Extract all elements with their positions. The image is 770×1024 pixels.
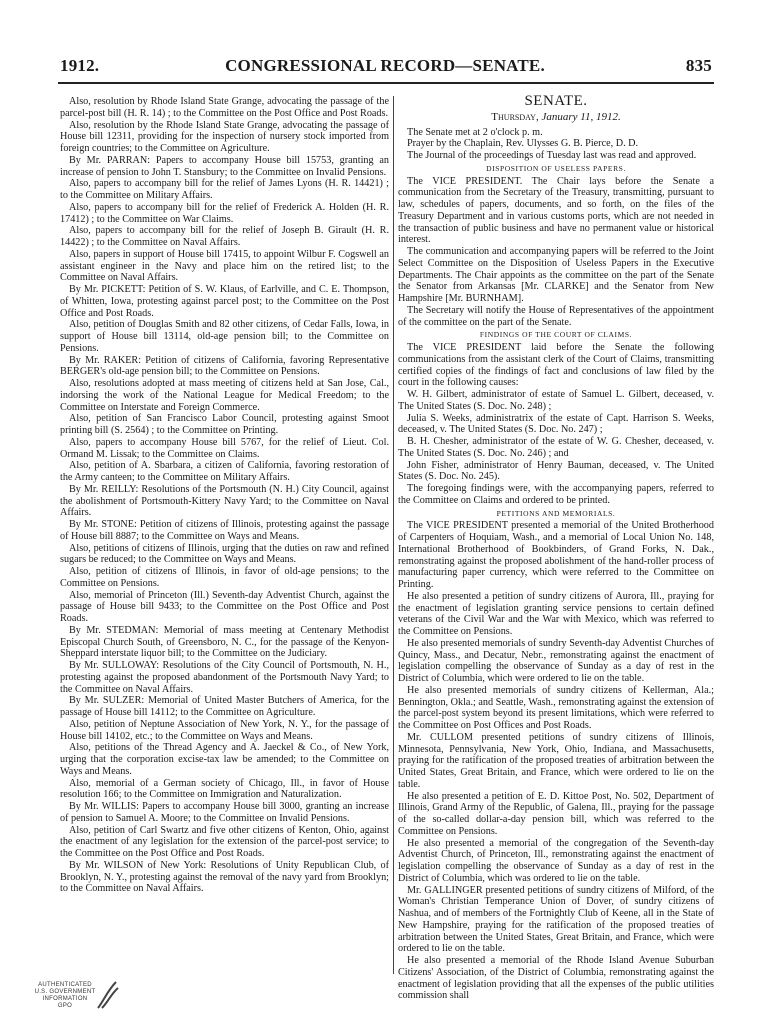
gpo-line: U.S. GOVERNMENT <box>34 989 96 995</box>
record-paragraph: The communication and accompanying papers will be referred to the Joint Select Committee on the Disposition of Useless Papers in the Executive Departments. The Chair appoints as the committee on the part of the Senate the Senator from Arkansas [Mr. CLARKE] and the Senator from New Hampshire [Mr. BURNHAM]. <box>398 246 714 304</box>
section-heading-petitions: PETITIONS AND MEMORIALS. <box>496 508 616 518</box>
section-heading-court-of-claims: FINDINGS OF THE COURT OF CLAIMS. <box>479 330 633 340</box>
record-paragraph: He also presented a memorial of the Rhode Island Avenue Suburban Citizens' Association, of the District of Columbia, remonstrating against the enactment of legislation providing that all the expenses of the public utilities commission shall <box>398 955 714 1002</box>
record-paragraph: Also, resolutions adopted at mass meeting of citizens held at San Jose, Cal., indorsing the work of the National League for Medical Freedom; to the Committee on Interstate and Foreign Commerce. <box>60 378 389 413</box>
opening-paragraph: The Journal of the proceedings of Tuesday last was read and approved. <box>407 150 697 161</box>
record-paragraph: The foregoing findings were, with the accompanying papers, referred to the Committee on Claims and ordered to be printed. <box>398 483 714 506</box>
record-paragraph: Also, petition of San Francisco Labor Council, protesting against Smoot printing bill (S. 2564) ; to the Committee on Printing. <box>60 413 389 436</box>
record-paragraph: Julia S. Weeks, administratrix of the estate of Capt. Harrison S. Weeks, deceased, v. The United States (S. Doc. No. 247) ; <box>398 412 714 436</box>
record-paragraph: By Mr. SULLOWAY: Resolutions of the City Council of Portsmouth, N. H., protesting against the proposed abandonment of the Portsmouth Navy Yard; to the Committee on Naval Affairs. <box>60 660 389 695</box>
record-paragraph: He also presented a memorial of the congregation of the Seventh-day Adventist Church, of Princeton, Ill., remonstrating against the enactment of legislation compelling the observance of Sunday as a day of rest in the District of Columbia, which was ordered to lie on the table. <box>398 837 714 884</box>
gpo-line: GPO <box>57 1003 73 1009</box>
right-column <box>398 93 714 1002</box>
record-paragraph: He also presented memorials of sundry Seventh-day Adventist Churches of Quincy, Mass., and Decatur, Nebr., remonstrating against the enactment of legislation compelling the observance of Sunday as a day of rest in the District of Columbia, which were ordered to lie on the table. <box>398 637 714 684</box>
record-paragraph: Mr. GALLINGER presented petitions of sundry citizens of Milford, of the Woman's Christian Temperance Union of Dover, of sundry citizens of Nashua, and of members of the Fortnightly Club of Keene, all in the State of New Hampshire, praying for the ratification of the proposed treaties of arbitration between the United States, Great Britain, and France, which were ordered to lie on the table. <box>398 884 714 955</box>
header-title: CONGRESSIONAL RECORD—SENATE. <box>225 56 545 75</box>
record-paragraph: Also, papers to accompany bill for the relief of Frederick A. Holden (H. R. 17412) ; to the Committee on War Claims. <box>60 201 389 225</box>
record-paragraph: The VICE PRESIDENT presented a memorial of the United Brotherhood of Carpenters of Hoquiam, Wash., and a memorial of Local Union No. 148, International Brotherhood of Bookbinders, of Grand Forks, N. Dak., remonstrating against the proposed abolishment of the hand-roller process of manufacturing paper currency, which were referred to the Committee on Printing. <box>398 520 714 590</box>
record-paragraph: By Mr. SULZER: Memorial of United Master Butchers of America, for the passage of House bill 14112; to the Committee on Agriculture. <box>60 695 389 718</box>
record-paragraph: By Mr. WILLIS: Papers to accompany House bill 3000, granting an increase of pension to Samuel A. Moore; to the Committee on Invalid Pensions. <box>60 801 389 824</box>
record-paragraph: By Mr. STONE: Petition of citizens of Illinois, protesting against the passage of House bill 8887; to the Committee on Ways and Means. <box>60 519 389 542</box>
record-paragraph: Also, petitions of citizens of Illinois, urging that the duties on raw and refined sugars be reduced; to the Committee on Ways and Means. <box>60 542 389 566</box>
eagle-emblem-icon <box>94 978 120 1014</box>
petitions-block <box>398 520 714 1002</box>
record-paragraph: The Secretary will notify the House of Representatives of the appointment of the committee on the part of the Senate. <box>398 304 714 328</box>
gpo-line: AUTHENTICATED <box>38 982 92 988</box>
session-weekday: Thursday <box>491 110 536 123</box>
record-paragraph: He also presented memorials of sundry citizens of Kellerman, Ala.; Bennington, Okla.; and Seattle, Wash., remonstrating against the extension of the parcel-post system beyond its present limitations, which were referred to the Committee on Post Offices and Post Roads. <box>398 684 714 731</box>
section-heading-useless-papers: DISPOSITION OF USELESS PAPERS. <box>486 163 626 173</box>
gpo-seal-text <box>30 982 100 1010</box>
header-year: 1912. <box>60 56 100 75</box>
record-paragraph: Also, papers to accompany bill for the relief of James Lyons (H. R. 14421) ; to the Committee on Military Affairs. <box>60 178 389 201</box>
opening-block <box>398 127 714 162</box>
record-paragraph: Also, papers to accompany House bill 5767, for the relief of Lieut. Col. Ormand M. Lissak; to the Committee on Claims. <box>60 436 389 460</box>
court-of-claims-block <box>398 342 714 507</box>
opening-paragraph: The Senate met at 2 o'clock p. m. <box>407 126 543 138</box>
record-paragraph: By Mr. STEDMAN: Memorial of mass meeting at Centenary Methodist Episcopal Church South, of Greensboro, N. C., for the passage of the Kenyon-Sheppard interstate liquor bill; to the Committee on the Judiciary. <box>60 624 389 660</box>
record-paragraph: W. H. Gilbert, administrator of estate of Samuel L. Gilbert, deceased, v. The United States (S. Doc. No. 248) ; <box>398 389 714 412</box>
record-paragraph: Also, memorial of a German society of Chicago, Ill., in favor of House resolution 166; to the Committee on Immigration and Naturalization. <box>60 777 389 801</box>
record-paragraph: The VICE PRESIDENT. The Chair lays before the Senate a communication from the Secretary of the Treasury, transmitting, pursuant to law, schedules of papers, documents, and so forth, on the files of the Treasury Department and in various customs ports, which are not needed in the transaction of public business and have no permanent value or historical interest. <box>398 175 714 246</box>
record-paragraph: He also presented a petition of sundry citizens of Aurora, Ill., praying for the enactment of legislation granting service pensions to certain defined veterans of the Civil War and the War with Mexico, which was referred to the Committee on Pensions. <box>398 590 714 637</box>
record-paragraph: By Mr. RAKER: Petition of citizens of California, favoring Representative BERGER's old-age pension bill; to the Committee on Pensions. <box>60 354 389 378</box>
record-paragraph: Also, papers to accompany bill for the relief of Joseph B. Girault (H. R. 14422) ; to the Committee on Naval Affairs. <box>60 225 389 248</box>
record-paragraph: Also, petition of Douglas Smith and 82 other citizens, of Cedar Falls, Iowa, in support of House bill 13114, old-age pension bill; to the Committee on Pensions. <box>60 319 389 354</box>
record-paragraph: By Mr. REILLY: Resolutions of the Portsmouth (N. H.) City Council, against the abolishment of Portsmouth-Kittery Navy Yard; to the Committee on Naval Affairs. <box>60 483 389 519</box>
useless-papers-block <box>398 176 714 329</box>
record-paragraph: B. H. Chesher, administrator of the estate of W. G. Chesher, deceased, v. The United States (S. Doc. No. 246) ; and <box>398 436 714 459</box>
record-paragraph: By Mr. PICKETT: Petition of S. W. Klaus, of Earlville, and C. E. Thompson, of Whitten, Iowa, protesting against parcel post; to the Committee on the Post Office and Post Roads. <box>60 284 389 319</box>
record-paragraph: Also, resolution by the Rhode Island State Grange, advocating the passage of House bill 12311, providing for the inspection of nursery stock imported from foreign countries; to the Committee on Agriculture. <box>60 119 389 154</box>
record-paragraph: John Fisher, administrator of Henry Bauman, deceased, v. The United States (S. Doc. No. 245). <box>398 459 714 483</box>
header-page-number: 835 <box>685 56 712 75</box>
record-paragraph: Also, petition of A. Sbarbara, a citizen of California, favoring restoration of the Army canteen; to the Committee on Military Affairs. <box>60 460 389 483</box>
record-paragraph: By Mr. WILSON of New York: Resolutions of Unity Republican Club, of Brooklyn, N. Y., protesting against the removal of the navy yard from Brooklyn; to the Committee on Naval Affairs. <box>60 859 389 895</box>
record-paragraph: He also presented a petition of E. D. Kittoe Post, No. 502, Department of Illinois, Grand Army of the Republic, of Galena, Ill., praying for the passage of the so-called dollar-a-day pension bill, which was referred to the Committee on Pensions. <box>398 790 714 837</box>
record-paragraph: Mr. CULLOM presented petitions of sundry citizens of Illinois, Minnesota, Pennsylvania, New York, Ohio, Indiana, and Massachusetts, praying for the ratification of the proposed treaties of arbitration between the United States, Great Britain, and France, which were ordered to lie on the table. <box>398 731 714 790</box>
opening-paragraph: Prayer by the Chaplain, Rev. Ulysses G. B. Pierce, D. D. <box>407 138 639 150</box>
record-paragraph: Also, resolution by Rhode Island State Grange, advocating the passage of the parcel-post bill (H. R. 14) ; to the Committee on the Post Office and Post Roads. <box>60 96 389 119</box>
record-paragraph: Also, memorial of Princeton (Ill.) Seventh-day Adventist Church, against the passage of House bill 9433; to the Committee on the Post Office and Post Roads. <box>60 589 389 624</box>
record-paragraph: Also, petition of citizens of Illinois, in favor of old-age pensions; to the Committee on Pensions. <box>60 566 389 589</box>
header-rule <box>58 82 714 84</box>
record-paragraph: The VICE PRESIDENT laid before the Senate the following communications from the assistant clerk of the Court of Claims, transmitting certified copies of the findings of fact and conclusions of law filed by the court in the following causes: <box>398 342 714 389</box>
senate-heading: SENATE. <box>524 93 588 109</box>
record-paragraph: Also, papers in support of House bill 17415, to appoint Wilbur F. Cogswell an assistant engineer in the Navy and place him on the retired list; to the Committee on Naval Affairs. <box>60 248 389 284</box>
left-column <box>60 96 389 895</box>
session-date-text: January 11, 1912. <box>541 110 621 123</box>
column-divider <box>393 96 394 974</box>
record-paragraph: Also, petitions of the Thread Agency and A. Jaeckel & Co., of New York, urging that the corporation excise-tax law be amended; to the Committee on Ways and Means. <box>60 742 389 777</box>
session-date: Thursday, January 11, 1912. <box>491 110 621 123</box>
record-paragraph: Also, petition of Neptune Association of New York, N. Y., for the passage of House bill 14102, etc.; to the Committee on Ways and Means. <box>60 718 389 742</box>
record-paragraph: By Mr. PARRAN: Papers to accompany House bill 15753, granting an increase of pension to John T. Stansbury; to the Committee on Invalid Pensions. <box>60 154 389 178</box>
gpo-line: INFORMATION <box>42 996 88 1002</box>
gpo-authentication-seal <box>30 978 120 1018</box>
record-paragraph: Also, petition of Carl Swartz and five other citizens of Kenton, Ohio, against the enactment of any legislation for the extension of the parcel-post service; to the Committee on the Post Office and Post Roads. <box>60 824 389 859</box>
